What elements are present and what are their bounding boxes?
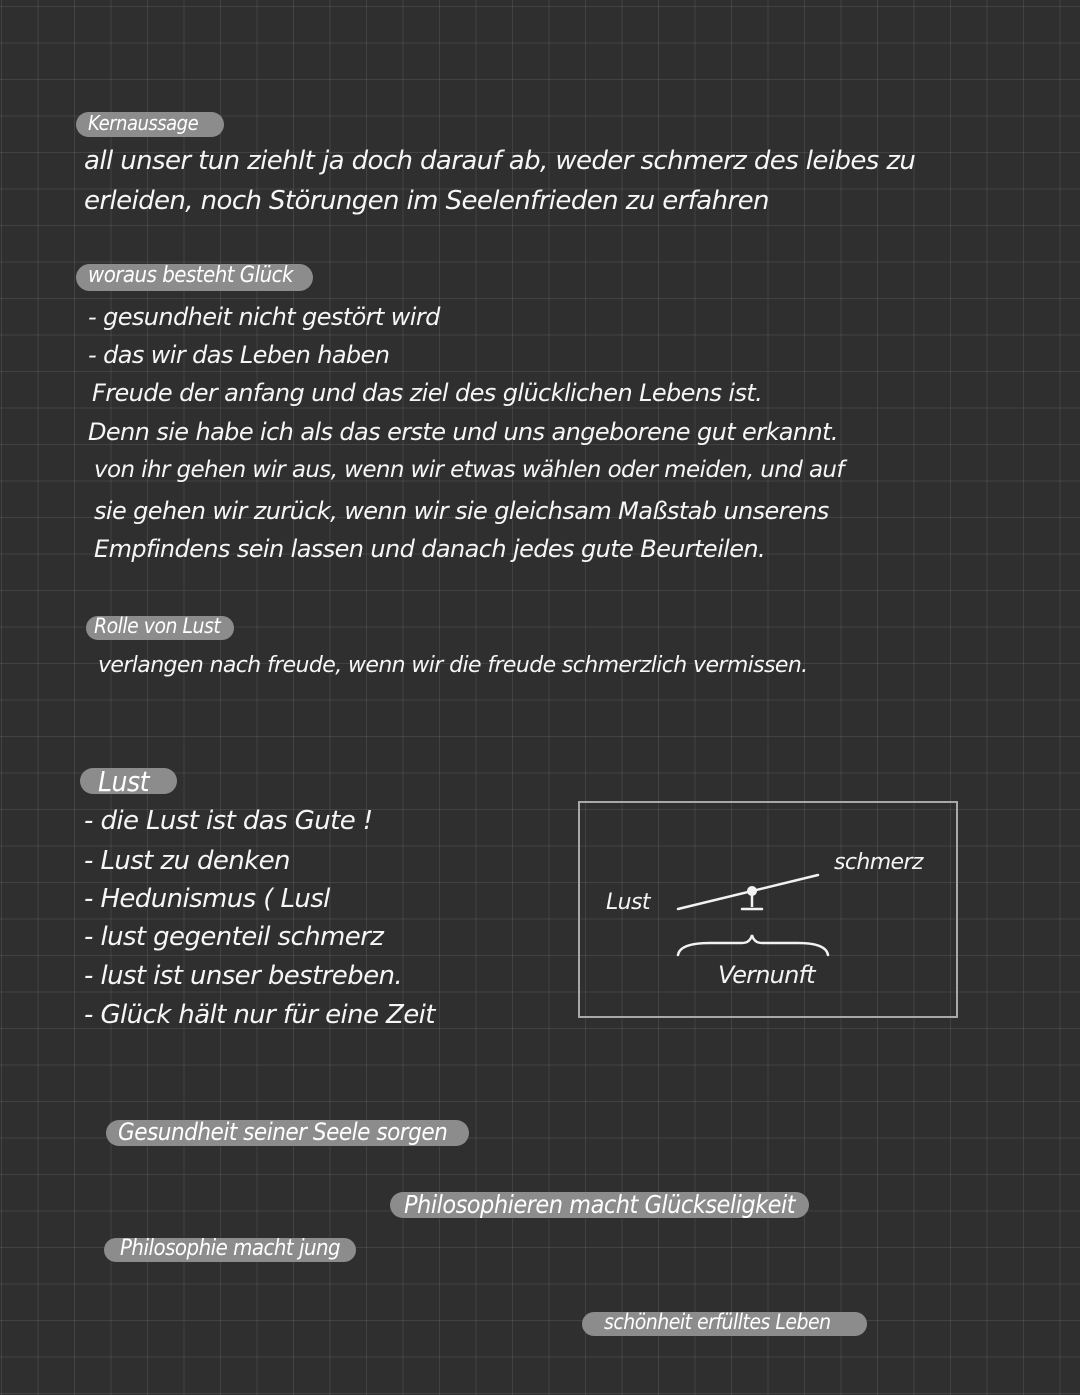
- note-jung: Philosophie macht jung: [104, 1238, 356, 1262]
- balance-diagram: [578, 801, 958, 1018]
- rolle-heading: Rolle von Lust: [86, 616, 234, 640]
- kernaussage-heading: Kernaussage: [76, 112, 224, 137]
- note-philosophieren: Philosophieren macht Glückseligkeit: [390, 1192, 809, 1218]
- lust-line-2: - Lust zu denken: [84, 846, 290, 876]
- kernaussage-line-1: all unser tun ziehlt ja doch darauf ab, weder schmerz des leibes zu: [84, 146, 916, 176]
- lust-line-5: - lust ist unser bestreben.: [84, 961, 403, 991]
- diagram-left-label: Lust: [606, 890, 650, 915]
- diagram-bottom-label: Vernunft: [718, 961, 815, 989]
- glueck-line-5: von ihr gehen wir aus, wenn wir etwas wählen oder meiden, und auf: [94, 457, 844, 483]
- lust-line-3: - Hedunismus ( Lusl: [84, 884, 330, 914]
- glueck-line-6: sie gehen wir zurück, wenn wir sie gleichsam Maßstab unserens: [94, 497, 829, 525]
- note-schoenheit: schönheit erfülltes Leben: [582, 1312, 867, 1336]
- glueck-line-3: Freude der anfang und das ziel des glücklichen Lebens ist.: [92, 379, 763, 407]
- glueck-line-2: - das wir das Leben haben: [88, 341, 390, 369]
- brace: [678, 935, 828, 955]
- glueck-heading: woraus besteht Glück: [76, 264, 313, 291]
- balance-drawing: [580, 803, 956, 1016]
- glueck-line-7: Empfindens sein lassen und danach jedes gute Beurteilen.: [94, 535, 766, 563]
- rolle-line-1: verlangen nach freude, wenn wir die freude schmerzlich vermissen.: [98, 653, 808, 678]
- lust-line-1: - die Lust ist das Gute !: [84, 806, 373, 836]
- kernaussage-line-2: erleiden, noch Störungen im Seelenfrieden zu erfahren: [84, 186, 769, 216]
- note-gesundheit: Gesundheit seiner Seele sorgen: [106, 1120, 469, 1146]
- lust-heading: Lust: [80, 768, 177, 794]
- lust-line-4: - lust gegenteil schmerz: [84, 922, 384, 952]
- glueck-line-4: Denn sie habe ich als das erste und uns angeborene gut erkannt.: [88, 418, 838, 446]
- lust-line-6: - Glück hält nur für eine Zeit: [84, 1000, 435, 1030]
- glueck-line-1: - gesundheit nicht gestört wird: [88, 303, 440, 331]
- diagram-right-label: schmerz: [834, 850, 923, 875]
